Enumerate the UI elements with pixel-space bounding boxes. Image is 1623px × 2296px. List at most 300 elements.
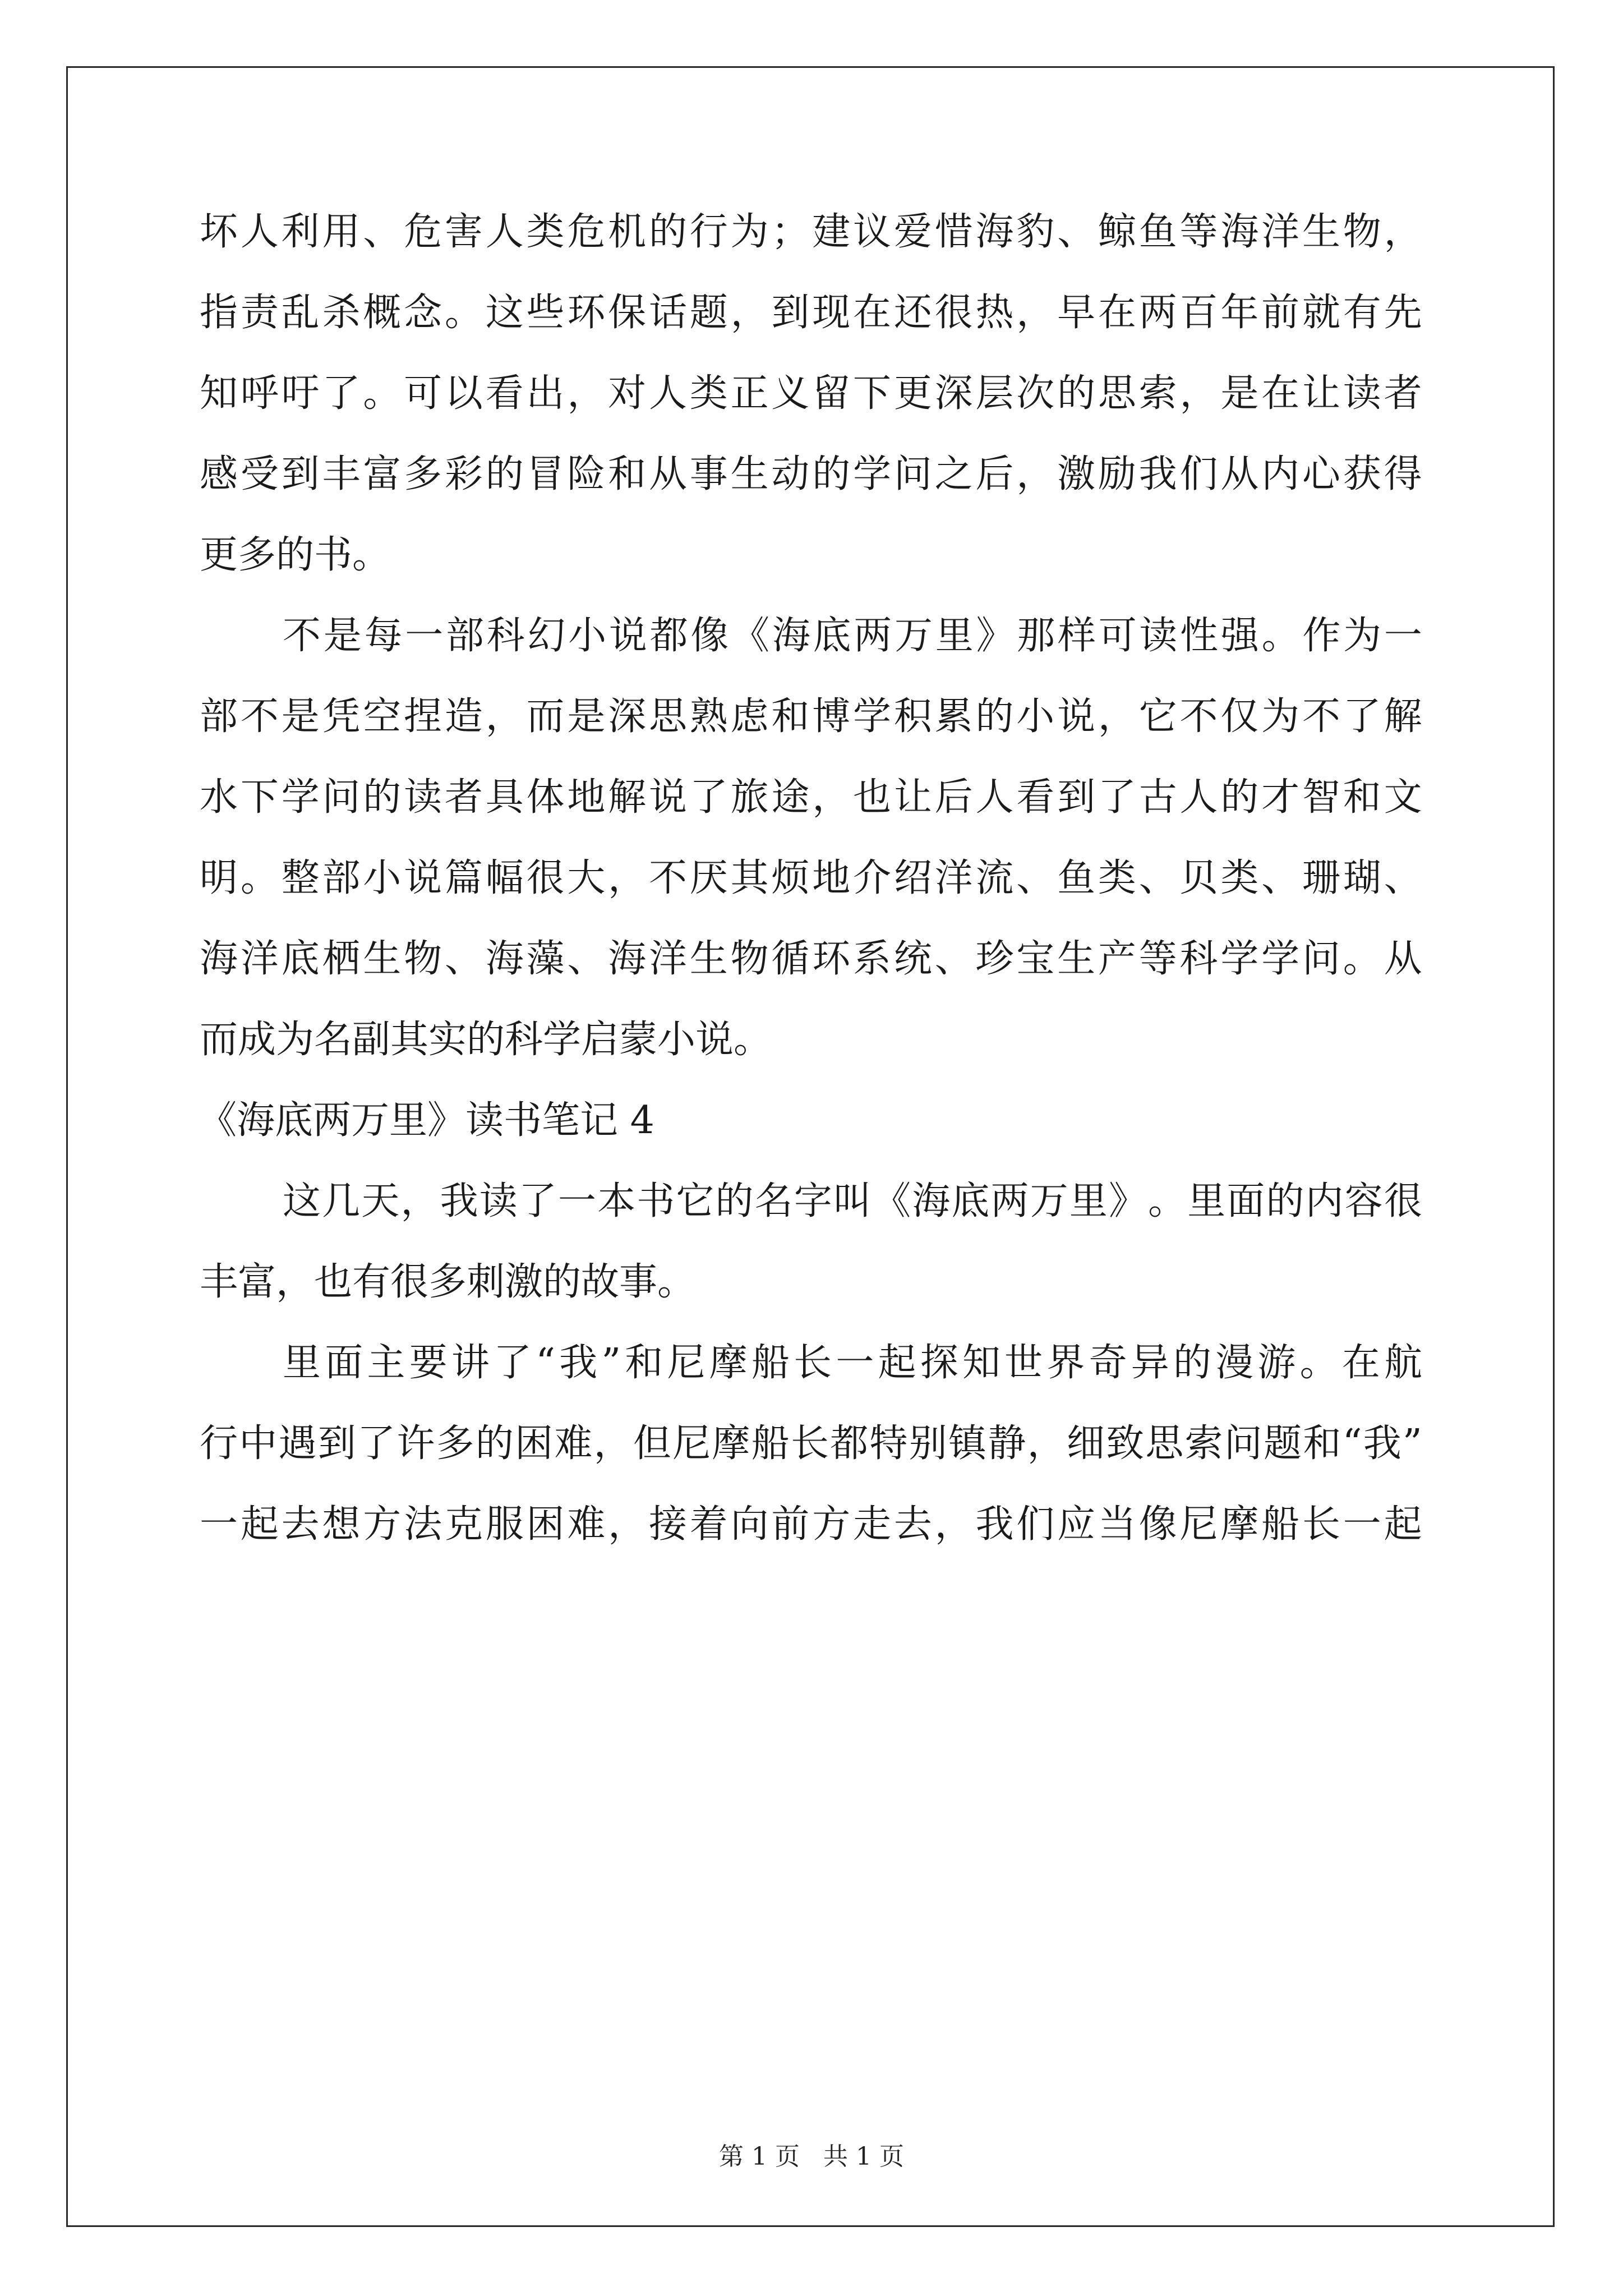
glyph: 的	[812, 452, 851, 496]
glyph: 行	[689, 210, 728, 254]
glyph: 这	[283, 1179, 321, 1223]
glyph: 了	[689, 775, 728, 820]
glyph: 样	[1057, 614, 1096, 658]
glyph: 鱼	[1138, 210, 1177, 254]
glyph: ，	[730, 291, 769, 335]
glyph: 建	[812, 210, 851, 254]
glyph: 知	[962, 1341, 1000, 1385]
glyph: 体	[526, 775, 565, 820]
glyph: ，	[1098, 694, 1136, 739]
glyph: 。	[444, 291, 483, 335]
glyph: 积	[893, 694, 932, 739]
glyph: 中	[239, 1421, 278, 1466]
glyph: 很	[526, 856, 565, 900]
glyph: 珊	[1302, 856, 1340, 900]
glyph: 有	[1343, 291, 1381, 335]
glyph: 到	[1057, 775, 1096, 820]
glyph: 后	[934, 775, 973, 820]
glyph: 不	[283, 614, 321, 658]
glyph: 读	[1343, 371, 1381, 416]
glyph: 问	[893, 452, 932, 496]
glyph: 方	[363, 1502, 402, 1547]
glyph: 一	[836, 1341, 874, 1385]
glyph: 要	[409, 1341, 448, 1385]
glyph: ，	[812, 775, 851, 820]
glyph: 应	[1057, 1502, 1096, 1547]
glyph: 利	[281, 210, 320, 254]
glyph: 更	[893, 371, 932, 416]
glyph: 世	[1004, 1341, 1043, 1385]
glyph: 很	[1384, 1179, 1422, 1223]
glyph: 内	[1261, 452, 1300, 496]
text-line	[200, 775, 1422, 859]
glyph: 生	[363, 937, 402, 981]
glyph: 看	[1016, 775, 1055, 820]
glyph: 层	[975, 371, 1014, 416]
glyph: 问	[1302, 937, 1340, 981]
glyph: 指	[200, 291, 238, 335]
glyph: 《	[731, 614, 770, 658]
glyph: 船	[751, 1341, 790, 1385]
glyph: 法	[404, 1502, 442, 1547]
text-line	[200, 1421, 1422, 1506]
glyph: 起	[1384, 1502, 1422, 1547]
glyph: 长	[790, 1421, 829, 1466]
glyph: 里	[283, 1341, 321, 1385]
glyph: 先	[1384, 291, 1422, 335]
glyph: 鱼	[1057, 856, 1096, 900]
glyph: 念	[404, 291, 442, 335]
glyph: 坏	[200, 210, 238, 254]
glyph: 绍	[893, 856, 932, 900]
glyph: 两	[1138, 291, 1177, 335]
glyph: 海	[1220, 210, 1259, 254]
glyph: 、	[567, 937, 606, 981]
glyph: 贝	[1179, 856, 1218, 900]
glyph: 水	[200, 775, 238, 820]
glyph: 一	[1384, 614, 1422, 658]
glyph: 后	[975, 452, 1014, 496]
glyph: 古	[1138, 775, 1177, 820]
glyph: 生	[689, 937, 728, 981]
glyph: 地	[567, 775, 606, 820]
glyph: 困	[515, 1421, 554, 1466]
glyph: 不	[648, 856, 687, 900]
glyph: 和	[1343, 775, 1381, 820]
glyph: ，	[593, 1421, 632, 1466]
glyph: 部	[445, 614, 484, 658]
glyph: 智	[1302, 775, 1340, 820]
glyph: 人	[1179, 775, 1218, 820]
glyph: 从	[1220, 452, 1259, 496]
glyph: 万	[1030, 1179, 1068, 1223]
glyph: 性	[1180, 614, 1219, 658]
glyph: 旅	[730, 775, 769, 820]
glyph: 航	[1384, 1341, 1422, 1385]
glyph: 类	[689, 371, 728, 416]
glyph: 的	[1220, 775, 1259, 820]
glyph: 具	[485, 775, 524, 820]
glyph: 等	[1179, 210, 1218, 254]
glyph: 害	[444, 210, 483, 254]
glyph: 和	[1303, 1421, 1341, 1466]
glyph: 去	[893, 1502, 932, 1547]
glyph: 特	[869, 1421, 908, 1466]
glyph: 珍	[975, 937, 1014, 981]
glyph: 等	[1138, 937, 1177, 981]
glyph: 天	[361, 1179, 400, 1223]
glyph: 、	[1138, 856, 1177, 900]
glyph: 小	[568, 614, 607, 658]
glyph: 幅	[485, 856, 524, 900]
glyph: 、	[1057, 210, 1096, 254]
glyph: 洋	[934, 856, 973, 900]
glyph: 、	[363, 210, 402, 254]
glyph: 年	[1220, 291, 1259, 335]
glyph: 解	[1384, 694, 1422, 739]
page-footer	[0, 2136, 1623, 2172]
glyph: 洋	[648, 937, 687, 981]
glyph: 索	[1138, 371, 1177, 416]
glyph: 介	[853, 856, 892, 900]
glyph: 漫	[1215, 1341, 1254, 1385]
glyph: 讲	[451, 1341, 490, 1385]
glyph: 、	[934, 937, 973, 981]
glyph: 对	[608, 371, 647, 416]
glyph: 励	[1098, 452, 1136, 496]
glyph: 洋	[1261, 210, 1300, 254]
glyph: ，	[1016, 291, 1055, 335]
glyph: 栖	[322, 937, 361, 981]
glyph: 虑	[730, 694, 769, 739]
glyph: 在	[853, 291, 892, 335]
glyph: 一	[1343, 1502, 1381, 1547]
glyph: 尼	[672, 1421, 711, 1466]
glyph: 想	[322, 1502, 361, 1547]
glyph: 捏	[404, 694, 442, 739]
glyph: 留	[812, 371, 851, 416]
glyph: 底	[813, 614, 851, 658]
glyph: 别	[909, 1421, 947, 1466]
glyph: 厌	[689, 856, 728, 900]
glyph: 大	[567, 856, 606, 900]
glyph: 心	[1302, 452, 1340, 496]
glyph: 物	[730, 937, 769, 981]
glyph: 里	[1069, 1179, 1108, 1223]
glyph: 底	[281, 937, 320, 981]
glyph: 部	[322, 856, 361, 900]
glyph: 其	[730, 856, 769, 900]
glyph: 容	[1344, 1179, 1383, 1223]
glyph: 说	[404, 856, 442, 900]
glyph: 的	[1057, 371, 1096, 416]
glyph: 循	[771, 937, 810, 981]
glyph: ，	[934, 1502, 973, 1547]
glyph: 着	[689, 1502, 728, 1547]
glyph: 异	[1131, 1341, 1169, 1385]
glyph: 和	[771, 694, 810, 739]
text-line	[200, 371, 1422, 455]
glyph: 早	[1057, 291, 1096, 335]
glyph: 克	[444, 1502, 483, 1547]
glyph: 可	[404, 371, 442, 416]
glyph: 难	[567, 1502, 606, 1547]
glyph: 藻	[526, 937, 565, 981]
glyph: 底	[951, 1179, 990, 1223]
glyph: 人	[240, 210, 279, 254]
glyph: 、	[1384, 856, 1422, 900]
glyph: 摩	[709, 1341, 748, 1385]
glyph: 义	[771, 371, 810, 416]
glyph: ，	[485, 694, 524, 739]
glyph: 们	[1016, 1502, 1055, 1547]
glyph: 船	[751, 1421, 790, 1466]
glyph: 书	[637, 1179, 675, 1223]
glyph: 说	[608, 614, 647, 658]
glyph: 地	[812, 856, 851, 900]
glyph: 们	[1179, 452, 1218, 496]
glyph: 出	[526, 371, 565, 416]
glyph: 物	[1343, 210, 1381, 254]
glyph: 索	[1184, 1421, 1223, 1466]
glyph: 还	[893, 291, 932, 335]
glyph: 尼	[667, 1341, 706, 1385]
glyph: 遇	[278, 1421, 317, 1466]
glyph: 题	[689, 291, 728, 335]
glyph: 的	[1173, 1341, 1211, 1385]
glyph: 责	[240, 291, 279, 335]
glyph: ；	[771, 210, 810, 254]
glyph: 》	[1108, 1179, 1147, 1223]
glyph: 文	[1384, 775, 1422, 820]
glyph: 危	[567, 210, 606, 254]
document-body	[199, 210, 1422, 1586]
glyph: 探	[920, 1341, 958, 1385]
text-line	[200, 856, 1422, 940]
glyph: 小	[1016, 694, 1055, 739]
glyph: 激	[1057, 452, 1096, 496]
glyph: 海	[912, 1179, 951, 1223]
glyph: 知	[200, 371, 238, 416]
glyph: 幻	[527, 614, 566, 658]
glyph: 》	[976, 614, 1015, 658]
glyph: 豹	[1016, 210, 1055, 254]
glyph: 了	[322, 371, 361, 416]
glyph: 小	[363, 856, 402, 900]
glyph: 者	[1384, 371, 1422, 416]
glyph: 解	[608, 775, 647, 820]
glyph: 人	[975, 775, 1014, 820]
text-line	[200, 452, 1422, 536]
glyph: 宝	[1016, 937, 1055, 981]
glyph: 让	[1302, 371, 1340, 416]
glyph: 统	[893, 937, 932, 981]
glyph: 摩	[1220, 1502, 1259, 1547]
glyph: 。	[1299, 1341, 1338, 1385]
glyph: 爱	[893, 210, 932, 254]
glyph: 到	[281, 452, 320, 496]
glyph: 彩	[444, 452, 483, 496]
glyph: ，	[1179, 371, 1218, 416]
glyph: 问	[1224, 1421, 1262, 1466]
glyph: 里	[1187, 1179, 1226, 1223]
glyph: 从	[1384, 937, 1422, 981]
glyph: 烦	[771, 856, 810, 900]
glyph: 以	[444, 371, 483, 416]
text-line	[200, 694, 1422, 779]
glyph: 为	[730, 210, 769, 254]
glyph: ，	[1016, 452, 1055, 496]
glyph: “	[536, 1341, 555, 1385]
glyph: 读	[404, 775, 442, 820]
glyph: 了	[1098, 775, 1136, 820]
glyph: 的	[715, 1179, 754, 1223]
glyph: 海	[975, 210, 1014, 254]
glyph: 凭	[322, 694, 361, 739]
glyph: 富	[363, 452, 402, 496]
glyph: 《	[873, 1179, 911, 1223]
glyph: 生	[1057, 937, 1096, 981]
glyph: 险	[567, 452, 606, 496]
glyph: 让	[893, 775, 932, 820]
glyph: 和	[608, 452, 647, 496]
glyph: 主	[367, 1341, 405, 1385]
glyph: 为	[1261, 694, 1300, 739]
glyph: 环	[812, 937, 851, 981]
glyph: 我	[559, 1341, 598, 1385]
glyph: 类	[526, 210, 565, 254]
glyph: 吁	[281, 371, 320, 416]
glyph: 不	[1302, 694, 1340, 739]
glyph: 长	[794, 1341, 832, 1385]
glyph: ，	[608, 1502, 647, 1547]
glyph: 。	[363, 371, 402, 416]
glyph: 界	[1046, 1341, 1085, 1385]
glyph: 多	[436, 1421, 474, 1466]
glyph: 丰	[322, 452, 361, 496]
glyph: 整	[281, 856, 320, 900]
glyph: 万	[895, 614, 933, 658]
glyph: 本	[597, 1179, 636, 1223]
text-line: 而成为名副其实的科学启蒙小说。	[200, 1018, 772, 1062]
glyph: 船	[1261, 1502, 1300, 1547]
glyph: 方	[812, 1502, 851, 1547]
glyph: 海	[485, 937, 524, 981]
glyph: 读	[479, 1179, 518, 1223]
glyph: 看	[485, 371, 524, 416]
glyph: 长	[1302, 1502, 1340, 1547]
text-line	[200, 291, 1422, 375]
text-line	[200, 1341, 1422, 1425]
glyph: 用	[322, 210, 361, 254]
glyph: 强	[1220, 614, 1259, 658]
glyph: 两	[854, 614, 892, 658]
glyph: 面	[1227, 1179, 1265, 1223]
glyph: 我	[440, 1179, 478, 1223]
glyph: 接	[648, 1502, 687, 1547]
glyph: 者	[444, 775, 483, 820]
glyph: 行	[200, 1421, 238, 1466]
glyph: 前	[1261, 291, 1300, 335]
glyph: 深	[608, 694, 647, 739]
glyph: 机	[608, 210, 647, 254]
glyph: ”	[1402, 1421, 1422, 1466]
glyph: 不	[240, 694, 279, 739]
glyph: “	[1342, 1421, 1362, 1466]
glyph: 类	[1098, 856, 1136, 900]
glyph: 流	[975, 856, 1014, 900]
glyph: 很	[934, 291, 973, 335]
glyph: 部	[200, 694, 238, 739]
glyph: 像	[1138, 1502, 1177, 1547]
glyph: 学	[281, 775, 320, 820]
glyph: 人	[485, 210, 524, 254]
glyph: 当	[1098, 1502, 1136, 1547]
glyph: 几	[322, 1179, 361, 1223]
glyph: 海	[608, 937, 647, 981]
glyph: 去	[281, 1502, 320, 1547]
glyph: 到	[771, 291, 810, 335]
glyph: 的	[975, 694, 1014, 739]
glyph: 仅	[1220, 694, 1259, 739]
glyph: 致	[1106, 1421, 1145, 1466]
text-line: 丰富，也有很多刺激的故事。	[200, 1260, 696, 1304]
glyph: 是	[323, 614, 362, 658]
glyph: 热	[975, 291, 1014, 335]
glyph: 生	[730, 452, 769, 496]
glyph: 困	[526, 1502, 565, 1547]
glyph: 空	[363, 694, 402, 739]
glyph: 明	[200, 856, 238, 900]
glyph: 得	[1384, 452, 1422, 496]
glyph: 的	[363, 775, 402, 820]
glyph: 获	[1343, 452, 1381, 496]
glyph: 话	[648, 291, 687, 335]
glyph: 。	[240, 856, 279, 900]
glyph: 的	[1266, 1179, 1304, 1223]
glyph: 也	[853, 775, 892, 820]
glyph: 洋	[240, 937, 279, 981]
glyph: 我	[1363, 1421, 1401, 1466]
glyph: 是	[281, 694, 320, 739]
glyph: 环	[567, 291, 606, 335]
glyph: 些	[526, 291, 565, 335]
glyph: 它	[1138, 694, 1177, 739]
glyph: 题	[1264, 1421, 1302, 1466]
glyph: 两	[990, 1179, 1029, 1223]
section-heading: 《海底两万里》读书笔记 4	[199, 1098, 654, 1143]
glyph: 都	[830, 1421, 869, 1466]
glyph: 思	[1098, 371, 1136, 416]
glyph: 都	[649, 614, 688, 658]
glyph: 一	[405, 614, 444, 658]
glyph: 可	[1098, 614, 1137, 658]
glyph: 名	[754, 1179, 793, 1223]
glyph: 服	[485, 1502, 524, 1547]
glyph: 问	[322, 775, 361, 820]
glyph: 字	[794, 1179, 832, 1223]
glyph: 学	[853, 452, 892, 496]
glyph: 保	[608, 291, 647, 335]
glyph: 就	[1302, 291, 1340, 335]
glyph: 作	[1302, 614, 1341, 658]
glyph: 镇	[948, 1421, 987, 1466]
glyph: 物	[404, 937, 442, 981]
glyph: 概	[363, 291, 402, 335]
glyph: 动	[771, 452, 810, 496]
glyph: 奇	[1089, 1341, 1127, 1385]
glyph: 正	[730, 371, 769, 416]
